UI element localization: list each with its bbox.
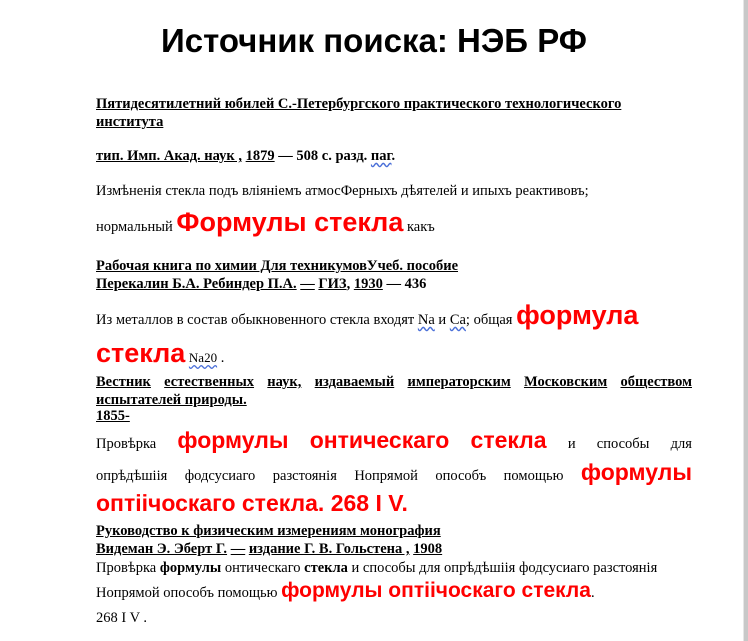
entry3-heading-word: обществом [620,374,692,390]
entry4-bold: стекла [304,560,348,576]
entry1-text-post: какъ [406,219,435,235]
entry2-highlight1: формула [516,300,639,330]
entry4-text-line3: 268 I V . [96,610,148,626]
entry3-text-line2 [96,459,692,491]
entry2-na20: Na20 [188,350,218,365]
entry2-ca: Ca [449,312,466,328]
entry4-text: Провѣрка [96,560,157,576]
entry2-conj: и [438,312,447,328]
entry3-text-line3: оптіічоскаго стекла. 268 I V. [96,490,408,516]
entry3-heading-word: императорским [407,374,511,390]
entry2-text-line1 [96,300,638,332]
entry2-highlight2: стекла [96,338,186,368]
entry4-line2-pre: Нопрямой опособъ помощью [96,585,278,601]
entry3-highlight: формулы [177,427,289,453]
entry4-bold: формулы [159,560,222,576]
entry3-word: опрѣдѣшіія [96,468,168,484]
entry2-publisher: ГИЗ [318,276,347,292]
entry1-heading-line1: Пятидесятилетний юбилей С.-Петербургского практического технологического [96,96,622,112]
entry1-pages: — 508 с. разд. [278,148,368,164]
entry3-text-line1 [96,427,692,461]
entry1-publication [96,148,395,165]
entry3-word: фодсусиаго [184,468,256,484]
page-shadow [744,0,748,641]
entry2-year: 1930 [353,276,383,292]
entry3-word: опособъ [435,468,487,484]
entry2-text-mid: ; общая [465,312,513,328]
entry1-heading-line2: института [96,114,164,130]
entry3-highlight: формулы [580,459,692,485]
entry4-text-line2 [96,579,595,609]
entry3-word: Нопрямой [354,468,418,484]
entry3-heading-word: Московским [523,374,608,390]
entry4-heading-line1: Руководство к физическим измерениям монография [96,523,441,539]
entry1-highlight: Формулы стекла [176,207,404,237]
entry4-dash: — [230,541,246,557]
entry3-word: для [670,436,692,452]
entry3-word: Провѣрка [96,436,157,452]
entry3-word: разстоянія [272,468,337,484]
entry4-text: онтическаго [224,560,301,576]
entry4-year: 1908 [413,541,443,557]
entry3-heading-word: издаваемый [314,374,395,390]
entry4-publication [96,541,442,558]
entry3-heading-word: Вестник [96,374,151,390]
entry2-publication [96,276,426,293]
entry4-edition: издание Г. В. Гольстена , [248,541,410,557]
entry2-text-line2 [96,338,224,370]
entry1-year: 1879 [245,148,275,164]
entry4-highlight: формулы оптіічоскаго стекла [281,579,591,602]
entry2-dash: — [300,276,315,292]
entry3-year: 1855- [96,408,130,424]
entry4-text-line1 [96,560,657,577]
entry3-word: помощью [503,468,564,484]
entry2-tail: . [220,350,225,366]
page-title: Источник поиска: НЭБ РФ [161,22,587,59]
entry3-heading-line1 [96,374,692,391]
entry2-pages: — 436 [386,276,427,292]
entry1-pagination: паг [370,148,392,164]
entry3-heading-word: естественных [164,374,255,390]
entry4-line2-post: . [590,585,595,601]
entry3-heading-word: наук, [267,374,302,390]
entry1-pub-dot: . [391,148,396,164]
entry3-word: способы [596,436,650,452]
entry3-heading-line2: испытателей природы. [96,392,247,408]
entry1-text-line1: Измѣненія стекла подъ вліяніемъ атмосФерныхъ дѣятелей и ипыхъ реактивовъ; [96,183,589,199]
entry2-authors: Перекалин Б.А. Ребиндер П.А. [96,276,297,292]
entry1-text-pre: нормальный [96,219,173,235]
entry4-authors: Видеман Э. Эберт Г. [96,541,228,557]
entry1-text-line2 [96,207,435,243]
entry3-highlight: стекла [470,427,547,453]
entry3-highlight: онтическаго [309,427,450,453]
entry4-text: и способы для опрѣдѣшіія фодсусиаго разстоянія [351,560,658,576]
entry3-word: и [567,436,576,452]
entry2-text-pre: Из металлов в состав обыкновенного стекла входят [96,312,415,328]
entry2-comma: , [346,276,351,292]
entry2-na: Na [417,312,435,328]
entry2-heading-line1: Рабочая книга по химии Для техникумовУчеб. пособие [96,258,459,274]
entry1-publisher: тип. Имп. Акад. наук , [96,148,243,164]
